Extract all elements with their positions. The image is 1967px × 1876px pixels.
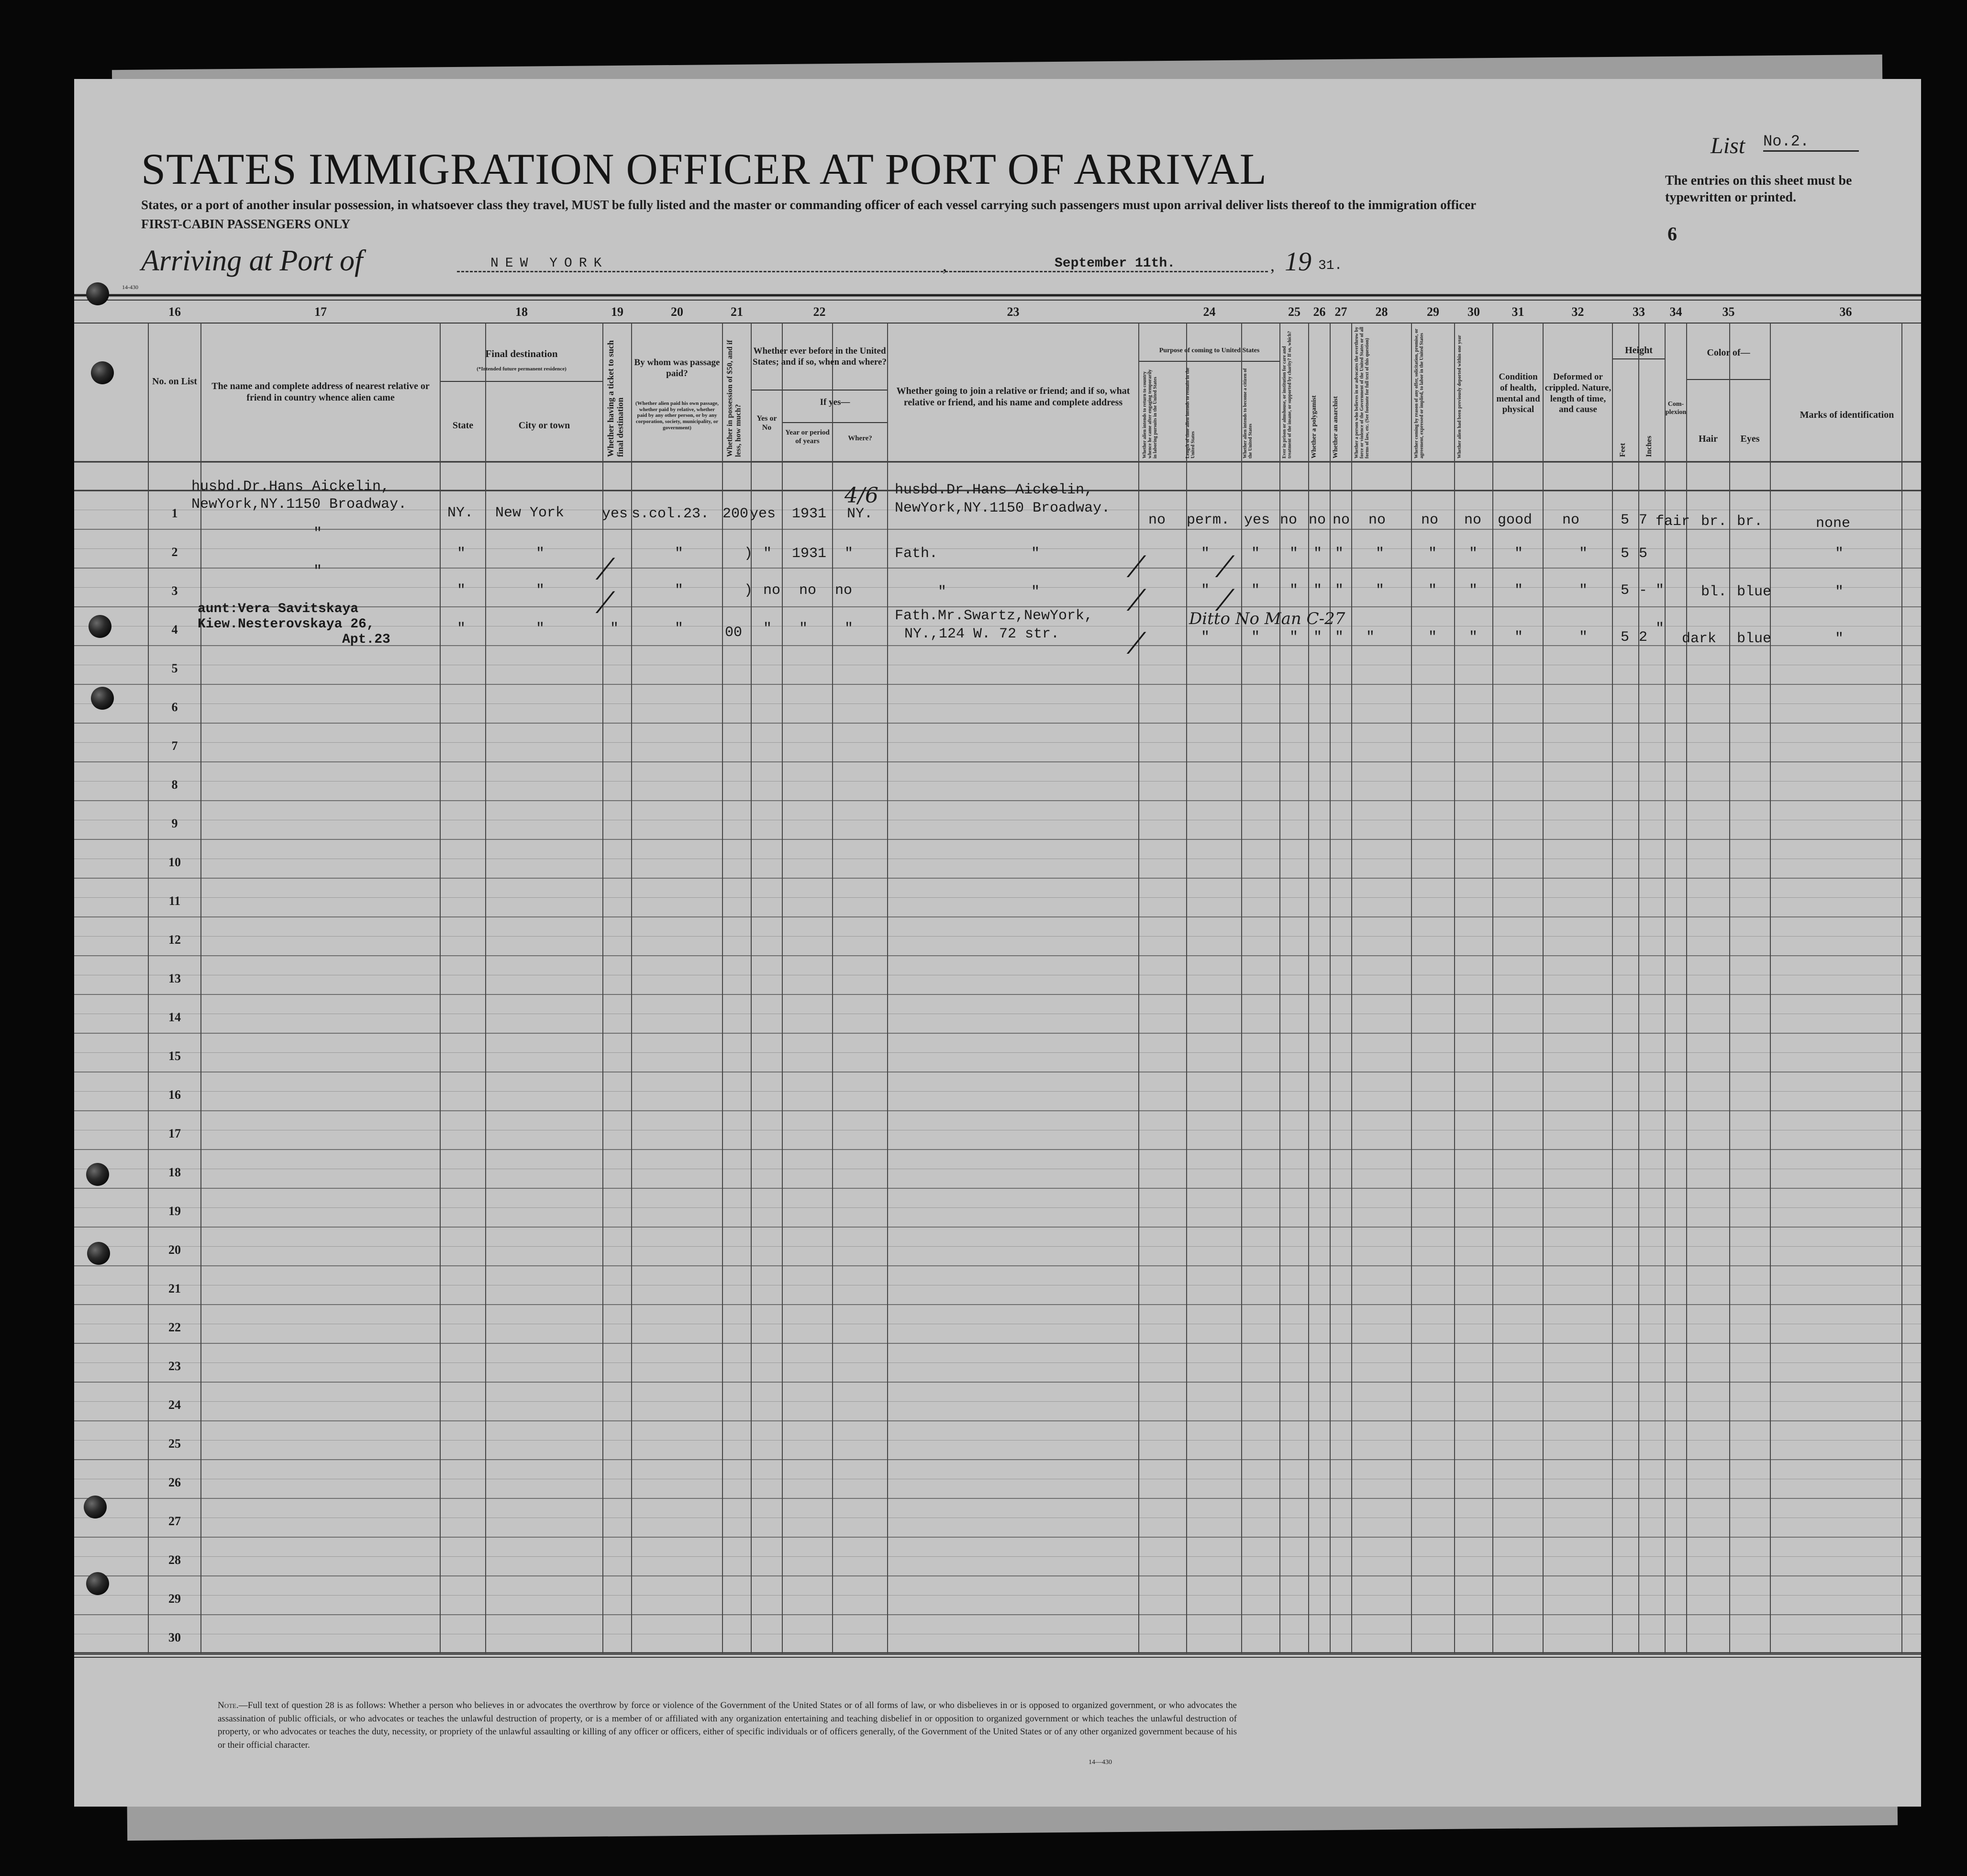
row2-prison: ": [1289, 546, 1299, 562]
punch-hole: [84, 1496, 107, 1519]
row3-contract: ": [1428, 582, 1437, 599]
header-overthrow: Whether a person who believes in or advocates the overthrow by force or violence of the Government of the United States or of all forms of law, etc. (See footnote for full text of this question): [1354, 327, 1370, 458]
header-polygamist: Whether a polygamist: [1311, 395, 1318, 458]
row2-inches: 5: [1639, 546, 1648, 562]
row3-hair: bl.: [1701, 584, 1727, 600]
header-height: Height: [1625, 345, 1653, 356]
tick-mark: ⁄: [1134, 550, 1139, 584]
tick-mark: ⁄: [1134, 627, 1139, 660]
row1-eyes: br.: [1737, 514, 1763, 530]
row3-inches: -: [1639, 582, 1648, 599]
row3-anarchist: ": [1335, 582, 1344, 599]
row1-overthrow: no: [1368, 512, 1386, 528]
header-final-destination-sub: (*Intended future permanent residence): [477, 366, 567, 372]
row1-paid: s.col.23.: [632, 506, 710, 522]
row4-complexion: ": [1656, 621, 1665, 637]
punch-hole: [91, 687, 114, 710]
row2-health: ": [1514, 546, 1523, 562]
row-number: 6: [171, 700, 178, 714]
header-purpose-citizen: Whether alien intends to become a citizen of the United States: [1243, 368, 1253, 458]
header-no-on-list: No. on List: [152, 376, 197, 387]
row1-join-l1: husbd.Dr.Hans Aickelin,: [895, 482, 1093, 498]
header-complexion: Com-plexion: [1665, 401, 1687, 416]
header-final-destination: Final destination: [485, 348, 558, 359]
instruction-line-1: States, or a port of another insular possession, in whatsoever class they travel, MUST be fully listed and the master or commanding officer of each vessel carrying such passengers must upon arrival deliver lists thereof to the immigration officer: [141, 198, 1477, 212]
row4-eyes: blue: [1737, 631, 1772, 647]
row2-city: ": [536, 546, 545, 562]
row2-feet: 5: [1621, 546, 1630, 562]
row2-purpose-length: ": [1201, 546, 1210, 562]
row1-feet: 5: [1621, 512, 1630, 528]
row1-prison: no: [1280, 512, 1298, 528]
row4-purpose-length: ": [1201, 629, 1210, 646]
row4-relative-l1: aunt:Vera Savitskaya: [198, 602, 359, 616]
port-field: NEW YORK: [457, 256, 974, 272]
row3-deformed: ": [1579, 582, 1588, 599]
row-number: 21: [168, 1281, 181, 1295]
form-code: 14-430: [122, 284, 138, 290]
entries-note: The entries on this sheet must be typewritten or printed.: [1665, 173, 1852, 205]
row4-money: 00: [725, 625, 743, 641]
row1-year: 1931: [792, 506, 827, 522]
col-num-19: 19: [611, 305, 623, 319]
list-label: List: [1711, 133, 1745, 158]
row4-state: ": [457, 621, 466, 637]
col-num-30: 30: [1467, 305, 1480, 319]
row3-purpose-citizen: ": [1251, 582, 1260, 599]
row2-money: ): [744, 546, 753, 562]
row4-feet: 5: [1621, 629, 1630, 646]
row4-inches: 2: [1639, 629, 1648, 646]
col-num-21: 21: [731, 305, 743, 319]
col-num-29: 29: [1427, 305, 1439, 319]
row-number: 1: [171, 506, 178, 520]
row-number: 10: [168, 855, 181, 869]
header-purpose-length: Length of time alien intends to remain in the United States: [1185, 368, 1196, 458]
header-contract: Whether coming by reason of any offer, solicitation, promise, or agreement, expressed or implied, to labor in the United States: [1414, 328, 1424, 458]
header-prison: Ever in prison or almshouse, or institution for care and treatment of the insane, or supported by charity? If so, which?: [1282, 331, 1292, 458]
header-inches: Inches: [1645, 436, 1653, 457]
header-marks: Marks of identification: [1800, 410, 1894, 420]
header-year-period: Year or period of years: [785, 429, 830, 445]
header-feet: Feet: [1619, 443, 1627, 457]
header-eyes: Eyes: [1740, 434, 1760, 444]
row3-polygamist: ": [1313, 582, 1322, 599]
row-number: 19: [168, 1204, 181, 1218]
row2-polygamist: ": [1313, 546, 1322, 562]
header-where: Where?: [848, 435, 872, 442]
punch-hole: [86, 1572, 109, 1595]
row-number: 4: [171, 622, 178, 636]
header-relative-abroad: The name and complete address of nearest relative or friend in country whence alien came: [211, 381, 430, 403]
row-number: 16: [168, 1087, 181, 1102]
row2-deformed: ": [1579, 546, 1588, 562]
row-number: 28: [168, 1552, 181, 1567]
row4-purpose-citizen: ": [1251, 629, 1260, 646]
header-anarchist: Whether an anarchist: [1332, 396, 1339, 458]
punch-hole: [89, 615, 111, 638]
row4-join-l1: Fath.Mr.Swartz,NewYork,: [895, 608, 1093, 624]
col-num-36: 36: [1839, 305, 1852, 319]
row-number: 9: [171, 816, 178, 830]
row1-health: good: [1498, 512, 1533, 528]
row2-purpose-citizen: ": [1251, 546, 1260, 562]
list-number: No.2.: [1763, 133, 1859, 152]
header-before-in-us: Whether ever before in the United States; and if so, when and where?: [753, 346, 887, 367]
row1-purpose-citizen: yes: [1244, 512, 1270, 528]
row3-marks: ": [1835, 584, 1844, 600]
footnote: [218, 1699, 1237, 1752]
row4-marks: ": [1835, 631, 1844, 647]
row-number: 11: [168, 893, 181, 908]
col-num-31: 31: [1511, 305, 1524, 319]
row1-contract: no: [1421, 512, 1439, 528]
year-prefix: 19: [1285, 247, 1311, 277]
row1-relative-l2: NewYork,NY.1150 Broadway.: [191, 496, 407, 513]
row3-purpose-length: ": [1201, 582, 1210, 599]
page-mark: 6: [1667, 223, 1677, 245]
row4-health: ": [1514, 629, 1523, 646]
row3-prison: ": [1289, 582, 1299, 599]
col-num-27: 27: [1334, 305, 1347, 319]
row1-complexion: fair: [1656, 514, 1690, 530]
arriving-label: Arriving at Port of: [141, 245, 363, 277]
row3-deported: ": [1469, 582, 1478, 599]
row4-polygamist: ": [1313, 629, 1322, 646]
row2-paid: ": [675, 546, 684, 562]
row3-paid: ": [675, 582, 684, 599]
header-yes-or-no: Yes or No: [756, 414, 777, 432]
page-title: STATES IMMIGRATION OFFICER AT PORT OF ARRIVAL: [141, 145, 1267, 193]
row1-hair: br.: [1701, 514, 1727, 530]
footnote-label: Note.: [218, 1700, 239, 1710]
row3-complexion: ": [1656, 582, 1665, 599]
row1-city: New York: [495, 505, 565, 521]
handwritten-ny-mark: 4/6: [845, 483, 878, 508]
header-hair: Hair: [1699, 434, 1718, 444]
header-deported: Whether alien had been previously deported within one year: [1457, 335, 1462, 458]
col-num-25: 25: [1288, 305, 1300, 319]
header-join-relative: Whether going to join a relative or friend; and if so, what relative or friend, and his name and complete address: [896, 386, 1130, 408]
tick-mark: ⁄: [1222, 584, 1228, 617]
row2-year: 1931: [792, 546, 827, 562]
row1-marks: none: [1816, 515, 1851, 532]
row2-deported: ": [1469, 546, 1478, 562]
punch-hole: [91, 361, 114, 384]
header-state: State: [452, 420, 474, 431]
row4-overthrow: ": [1366, 629, 1375, 646]
row2-anarchist: ": [1335, 546, 1344, 562]
column-lines: [74, 79, 1921, 1807]
row1-inches: 7: [1639, 512, 1648, 528]
header-city: City or town: [518, 420, 570, 431]
tick-mark: ⁄: [1134, 584, 1139, 617]
header-purpose-return: Whether alien intends to return to country whence he came after engaging temporarily in laboring pursuits in the United States: [1142, 369, 1158, 458]
row1-anarchist: no: [1333, 512, 1350, 528]
col-num-22: 22: [813, 305, 826, 319]
col-num-26: 26: [1313, 305, 1326, 319]
col-num-16: 16: [168, 305, 181, 319]
row-number: 13: [168, 971, 181, 985]
row-number: 12: [168, 932, 181, 947]
row2-relative: ": [313, 525, 322, 542]
header-passage-paid-sub: (Whether alien paid his own passage, whether paid by relative, whether paid by any other person, or by any corporation, society, municipality, or government): [635, 401, 719, 431]
punch-hole: [86, 1163, 109, 1186]
row2-contract: ": [1428, 546, 1437, 562]
row-number: 8: [171, 777, 178, 792]
row-number: 17: [168, 1126, 181, 1140]
row3-money: ): [744, 582, 753, 599]
row4-deported: ": [1469, 629, 1478, 646]
col-num-32: 32: [1571, 305, 1584, 319]
row3-feet: 5: [1621, 582, 1630, 599]
row-number: 18: [168, 1165, 181, 1179]
row1-relative-l1: husbd.Dr.Hans Aickelin,: [191, 479, 390, 495]
row3-health: ": [1514, 582, 1523, 599]
header-color-of: Color of—: [1707, 347, 1750, 358]
col-num-33: 33: [1633, 305, 1645, 319]
row4-before: ": [763, 621, 772, 637]
header-purpose: Purpose of coming to United States: [1159, 347, 1260, 354]
row2-join: Fath.: [895, 546, 938, 562]
row-number: 24: [168, 1397, 181, 1412]
row-number: 23: [168, 1359, 181, 1373]
header-deformed: Deformed or crippled. Nature, length of time, and cause: [1545, 372, 1611, 415]
header-if-yes: If yes—: [820, 397, 850, 407]
row1-polygamist: no: [1309, 512, 1326, 528]
row2-before: ": [763, 546, 772, 562]
row3-join: ": [938, 584, 947, 600]
tick-mark: ⁄: [603, 553, 608, 586]
row-number: 5: [171, 661, 178, 675]
row2-state: ": [457, 546, 466, 562]
row3-eyes: blue: [1737, 584, 1772, 600]
row3-state: ": [457, 582, 466, 599]
footnote-text: —Full text of question 28 is as follows: Whether a person who believes in or advocates the overthrow by force or violence of the Government of the United States or of all forms of law, or who disbelieves in or is opposed to organized government, or who advocates the assassination of public officials, or who advocates or teaches the unlawful destruction of property, or is a member of or affiliated with any organization entertaining and teaching disbelief in or opposition to organized government or which teaches the unlawful destruction of property, or who advocates or teaches the duty, necessity, or propriety of the unlawful assaulting or killing of any officer or officers, either of specific individuals or of officers generally, of the Government of the United States or of any other organized government because of his or their official character.: [218, 1700, 1237, 1750]
date-field: September 11th.: [962, 256, 1268, 272]
header-condition: Condition of health, mental and physical: [1496, 372, 1540, 415]
row4-anarchist: ": [1335, 629, 1344, 646]
col-num-28: 28: [1375, 305, 1388, 319]
row3-join-ditto: ": [1031, 584, 1040, 600]
row3-overthrow: ": [1376, 582, 1385, 599]
row1-join-l2: NewYork,NY.1150 Broadway.: [895, 500, 1111, 516]
row-number: 14: [168, 1010, 181, 1024]
col-num-23: 23: [1007, 305, 1020, 319]
tick-mark: ⁄: [1222, 550, 1228, 584]
punch-hole: [87, 1242, 110, 1265]
row2-marks: ": [1835, 546, 1844, 562]
row4-contract: ": [1428, 629, 1437, 646]
col-num-18: 18: [515, 305, 528, 319]
row3-relative: ": [313, 563, 322, 580]
row-number: 3: [171, 583, 178, 598]
row2-overthrow: ": [1376, 546, 1385, 562]
row4-paid: ": [675, 621, 684, 637]
row2-join-ditto: ": [1031, 546, 1040, 562]
row4-deformed: ": [1579, 629, 1588, 646]
col-num-34: 34: [1669, 305, 1682, 319]
header-ticket: Whether having a ticket to such final destination: [606, 340, 625, 457]
row4-ticket: ": [610, 621, 619, 637]
row1-state: NY.: [447, 505, 474, 521]
row3-year: no: [799, 582, 817, 599]
row4-join-l2: NY.,124 W. 72 str.: [904, 626, 1060, 642]
row4-year: ": [799, 621, 808, 637]
row1-before: yes: [750, 506, 776, 522]
tick-mark: ⁄: [603, 586, 608, 620]
row1-purpose-return: no: [1148, 512, 1166, 528]
col-num-24: 24: [1203, 305, 1216, 319]
col-num-20: 20: [671, 305, 683, 319]
row1-deformed: no: [1562, 512, 1580, 528]
row2-where: ": [845, 546, 854, 562]
row-number: 30: [168, 1630, 181, 1644]
row4-handwritten-annotation: Ditto No Man C-27: [1189, 609, 1345, 628]
row3-where: no: [835, 582, 853, 599]
row4-where: ": [845, 621, 854, 637]
row-number: 7: [171, 738, 178, 753]
row-number: 26: [168, 1475, 181, 1489]
row4-city: ": [536, 621, 545, 637]
row3-city: ": [536, 582, 545, 599]
row-number: 29: [168, 1591, 181, 1606]
row4-prison: ": [1289, 629, 1299, 646]
header-possession-50: Whether in possession of $50, and if less, how much?: [726, 340, 743, 457]
row4-hair: dark: [1682, 631, 1717, 647]
instruction-line-2: FIRST-CABIN PASSENGERS ONLY: [141, 217, 351, 231]
row1-ticket: yes: [602, 506, 628, 522]
row3-before: no: [763, 582, 781, 599]
year-suffix: 31.: [1318, 258, 1343, 273]
row-number: 22: [168, 1320, 181, 1334]
row1-deported: no: [1464, 512, 1482, 528]
row1-purpose-length: perm.: [1187, 512, 1230, 528]
col-num-35: 35: [1722, 305, 1735, 319]
row4-relative-l2: Kiew.Nesterovskaya 26,: [198, 617, 375, 632]
col-num-17: 17: [314, 305, 327, 319]
manifest-sheet: STATES IMMIGRATION OFFICER AT PORT OF ARRIVAL List No.2. The entries on this sheet must be typewritten or printed. 6 States, or a port of another insular possession, in whatsoever class they travel, MUST be fully listed and the master or commanding officer of each vessel carrying such passengers must upon arrival deliver lists thereof to the immigration officer FIRST-CABIN PASSENGERS ONLY Arriving at Port of NEW YORK , September 11th. , 19 31. 14-430 16 17 18 19 20 21 22 23 24 25 26 27 28 29 30 31 32 33 34 35 36 No. on List The name and complete address of nearest relative or friend in country whence alien came Final destination (*Intended future permanent residence) State City or town Whether having a ticket to such final destination By whom was passage paid? (Whether alien paid his own passage, whether paid by relative, whether paid by any other person, or by any corporation, society, municipality, or government) Whether in possession of $50, and if less, how much? Whether ever before in the United States; and if so, when and where? Yes or No If yes— Year or period of years Where? Whether going to join a relative or friend; and if so, what relative or friend, and his name and complete address Purpose of coming to United States Whether alien intends to return to country whence he came after engaging temporarily in laboring pursuits in the United States Length of time alien intends to remain in the United States Whether alien intends to become a citizen of the United States Ever in prison or almshouse, or institution for care and treatment of the insane, or supported by charity? If so, which? Whether a polygamist Whether an anarchist Whether a person who believes in or advocates the overthrow by force or violence of the Government of the United States or of all forms of law, etc. (See footnote for full text of this question) Whether coming by reason of any offer, solicitation, promise, or agreement, expressed or implied, to labor in the United States Whether alien had been previously deported within one year Condition of health, mental and physical Deformed or crippled. Nature, length of time, and cause Height Feet Inches Com-plexion Color of— Hair Eyes Marks of identification 1 2 3 4 5 6 7 8 9 10 11 12 13 14 15 16 17 18 19 20 21 22 23 24 25 26 27 28 29 30 husbd.Dr.Hans Aickelin, NewYork,NY.1150 Broadway. NY. New York yes s.col.23. 200 yes 1931 NY. husbd.Dr.Hans Aickelin, NewYork,NY.1150 Broadway. no perm. yes no no no no no no good no 5 7 fair br. br. none " " " " ) " 1931 " Fath. " " " " " " " " " " " 5 5 " " " " " ) no no no " " " " " " " " " " " " 5 - " bl. blue " aunt:Vera Savitskaya Kiew.Nesterovskaya 26, Apt.23 " " " " 00 " " " Fath.Mr.Swartz,NewYork, NY.,124 W. 72 str. " " " " " " " " " " 5 2 " dark blue " Ditto No Man C-27 4/6 ⁄ ⁄ ⁄ ⁄ ⁄ ⁄ ⁄ Note.—Full text of question 28 is as follows: Whether a person who believes in or advocates the overthrow by force or violence of the Government of the United States or of all forms of law, or who disbelieves in or is opposed to organized government, or who advocates the assassination of public officials, or who advocates or teaches the unlawful destruction of property, or is a member of or affiliated with any organization entertaining and teaching disbelief in or opposition to organized government or which teaches the unlawful destruction of property, or who advocates or teaches the duty, necessity, or propriety of the unlawful assaulting or killing of any officer or officers, either of specific individuals or of officers generally, of the Government of the United States or of any other organized government because of his or their official character. 14—430: [74, 79, 1921, 1807]
row-number: 15: [168, 1049, 181, 1063]
footnote-form-code: 14—430: [1089, 1759, 1112, 1766]
row1-where: NY.: [847, 506, 873, 522]
row-number: 27: [168, 1514, 181, 1528]
row1-money: 200: [722, 506, 749, 522]
row-number: 25: [168, 1436, 181, 1451]
row-number: 2: [171, 545, 178, 559]
row4-relative-l3: Apt.23: [342, 632, 390, 647]
header-passage-paid: By whom was passage paid?: [634, 357, 720, 379]
row-number: 20: [168, 1242, 181, 1257]
punch-hole: [86, 282, 109, 305]
